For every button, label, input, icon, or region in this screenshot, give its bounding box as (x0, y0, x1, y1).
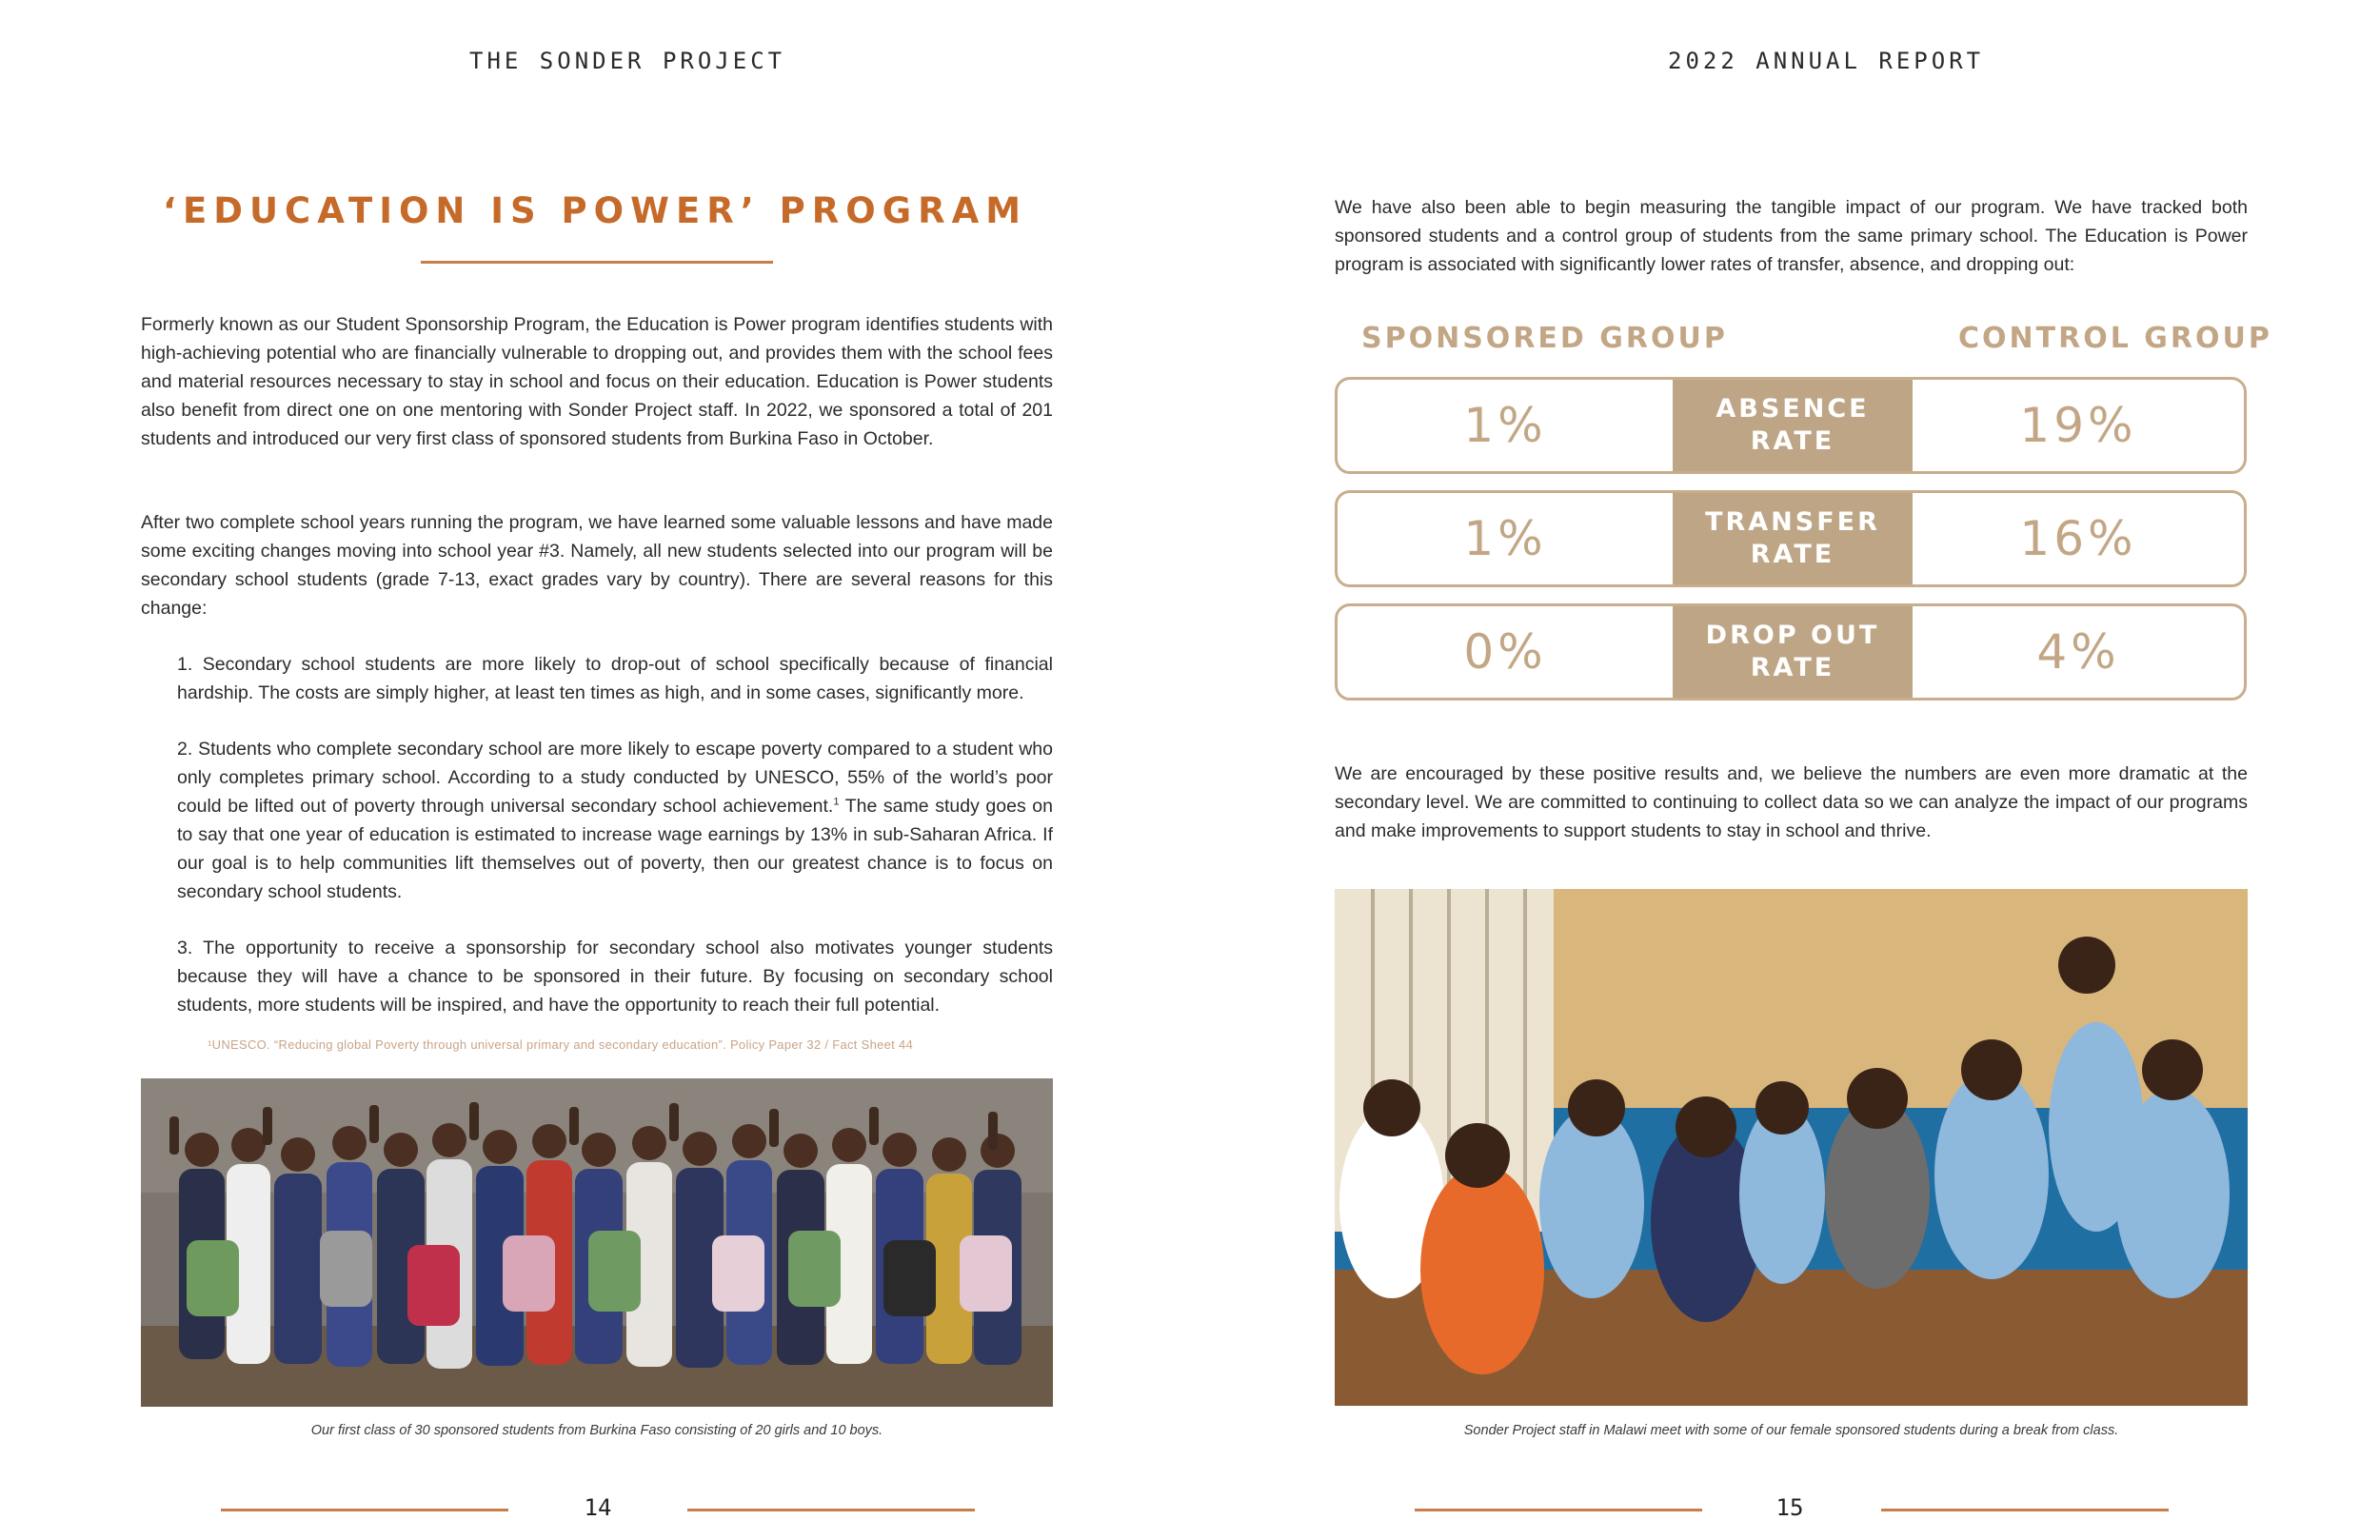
sponsored-transfer-value: 1% (1463, 511, 1547, 566)
running-header-left: THE SONDER PROJECT (469, 48, 786, 74)
stat-row-dropout (1335, 603, 2247, 701)
control-group-heading: CONTROL GROUP (1958, 322, 2272, 355)
control-transfer-value: 16% (2019, 511, 2137, 566)
burkina-faso-students-photo (141, 1078, 1053, 1407)
stat-label-line: ABSENCE (1716, 394, 1870, 424)
right-page (1190, 0, 2380, 1540)
footer-rule-left-a (221, 1509, 508, 1511)
stat-label-line: RATE (1750, 653, 1835, 682)
stat-label-line: TRANSFER (1705, 507, 1880, 537)
footer-rule-right-b (1881, 1509, 2169, 1511)
footnote-marker: 1 (833, 796, 840, 808)
photo-caption-right: Sonder Project staff in Malawi meet with some of our female sponsored students during a break from class. (1463, 1423, 2119, 1438)
results-paragraph: We are encouraged by these positive results and, we believe the numbers are even more dramatic at the secondary level. We are committed to continuing to collect data so we can analyze the impact of our programs and make improvements to support students to stay in school and thrive. (1335, 763, 2248, 841)
footnote: ¹UNESCO. “Reducing global Poverty through universal primary and secondary education”. Policy Paper 32 / Fact Sheet 44 (208, 1037, 914, 1052)
lessons-paragraph: After two complete school years running the program, we have learned some valuable lessons and have made some exciting changes moving into school year #3. Namely, all new students selected into our program will be secondary school students (grade 7-13, exact grades vary by country). There are several reasons for this change: (141, 512, 1053, 619)
stat-row-absence (1335, 377, 2247, 474)
stat-label-line: RATE (1750, 426, 1835, 456)
reason-item-2-text-cont: The same study goes on to say that one year of education is estimated to increase wage earnings by 13% in sub-Saharan Africa. If our goal is to help communities lift themselves out of poverty, then our greatest chance is to focus on secondary school students. (177, 796, 1053, 902)
malawi-students-photo (1335, 889, 2248, 1406)
sponsored-dropout-value: 0% (1463, 624, 1547, 680)
sponsored-group-heading: SPONSORED GROUP (1361, 322, 1728, 355)
footer-rule-left-b (687, 1509, 975, 1511)
page-number-right: 15 (1775, 1494, 1804, 1521)
title-underline (421, 261, 773, 264)
reason-item-1: 1. Secondary school students are more likely to drop-out of school specifically because of financial hardship. The costs are simply higher, at least ten times as high, and in some cases, significantly more. (177, 654, 1053, 703)
impact-intro-paragraph: We have also been able to begin measuring the tangible impact of our program. We have tracked both sponsored students and a control group of students from the same primary school. The Education is Power program is associated with significantly lower rates of transfer, absence, and dropping out: (1335, 197, 2248, 275)
control-dropout-value: 4% (2036, 624, 2120, 680)
absence-rate-label (1673, 380, 1913, 471)
sponsored-absence-value: 1% (1463, 398, 1547, 453)
footer-rule-right-a (1415, 1509, 1702, 1511)
reason-item-2 (177, 735, 1053, 906)
stat-row-transfer (1335, 490, 2247, 587)
reason-item-3: 3. The opportunity to receive a sponsorship for secondary school also motivates younger students because they will have a chance to be sponsored in their future. By focusing on secondary school students, more students will be inspired, and have the opportunity to reach their full potential. (177, 938, 1053, 1016)
intro-paragraph: Formerly known as our Student Sponsorship Program, the Education is Power program identifies students with high-achieving potential who are financially vulnerable to dropping out, and provides them with the school fees and material resources necessary to stay in school and focus on their education. Education is Power students also benefit from direct one on one mentoring with Sonder Project staff. In 2022, we sponsored a total of 201 students and introduced our very first class of sponsored students from Burkina Faso in October. (141, 314, 1053, 449)
transfer-rate-label (1673, 493, 1913, 584)
control-absence-value: 19% (2019, 398, 2137, 453)
stat-label-line: RATE (1750, 540, 1835, 569)
stat-label-line: DROP OUT (1705, 621, 1880, 650)
photo-caption-left: Our first class of 30 sponsored students from Burkina Faso consisting of 20 girls and 10 boys. (310, 1423, 883, 1438)
page-number-left: 14 (584, 1494, 612, 1521)
dropout-rate-label (1673, 606, 1913, 698)
page-title: ‘EDUCATION IS POWER’ PROGRAM (162, 190, 1028, 231)
running-header-right: 2022 ANNUAL REPORT (1668, 48, 1985, 74)
reason-item-2-text: 2. Students who complete secondary school are more likely to escape poverty compared to a student who only completes primary school. According to a study conducted by UNESCO, 55% of the world’s poor could be lifted out of poverty through universal secondary school achievement. (177, 739, 1053, 817)
